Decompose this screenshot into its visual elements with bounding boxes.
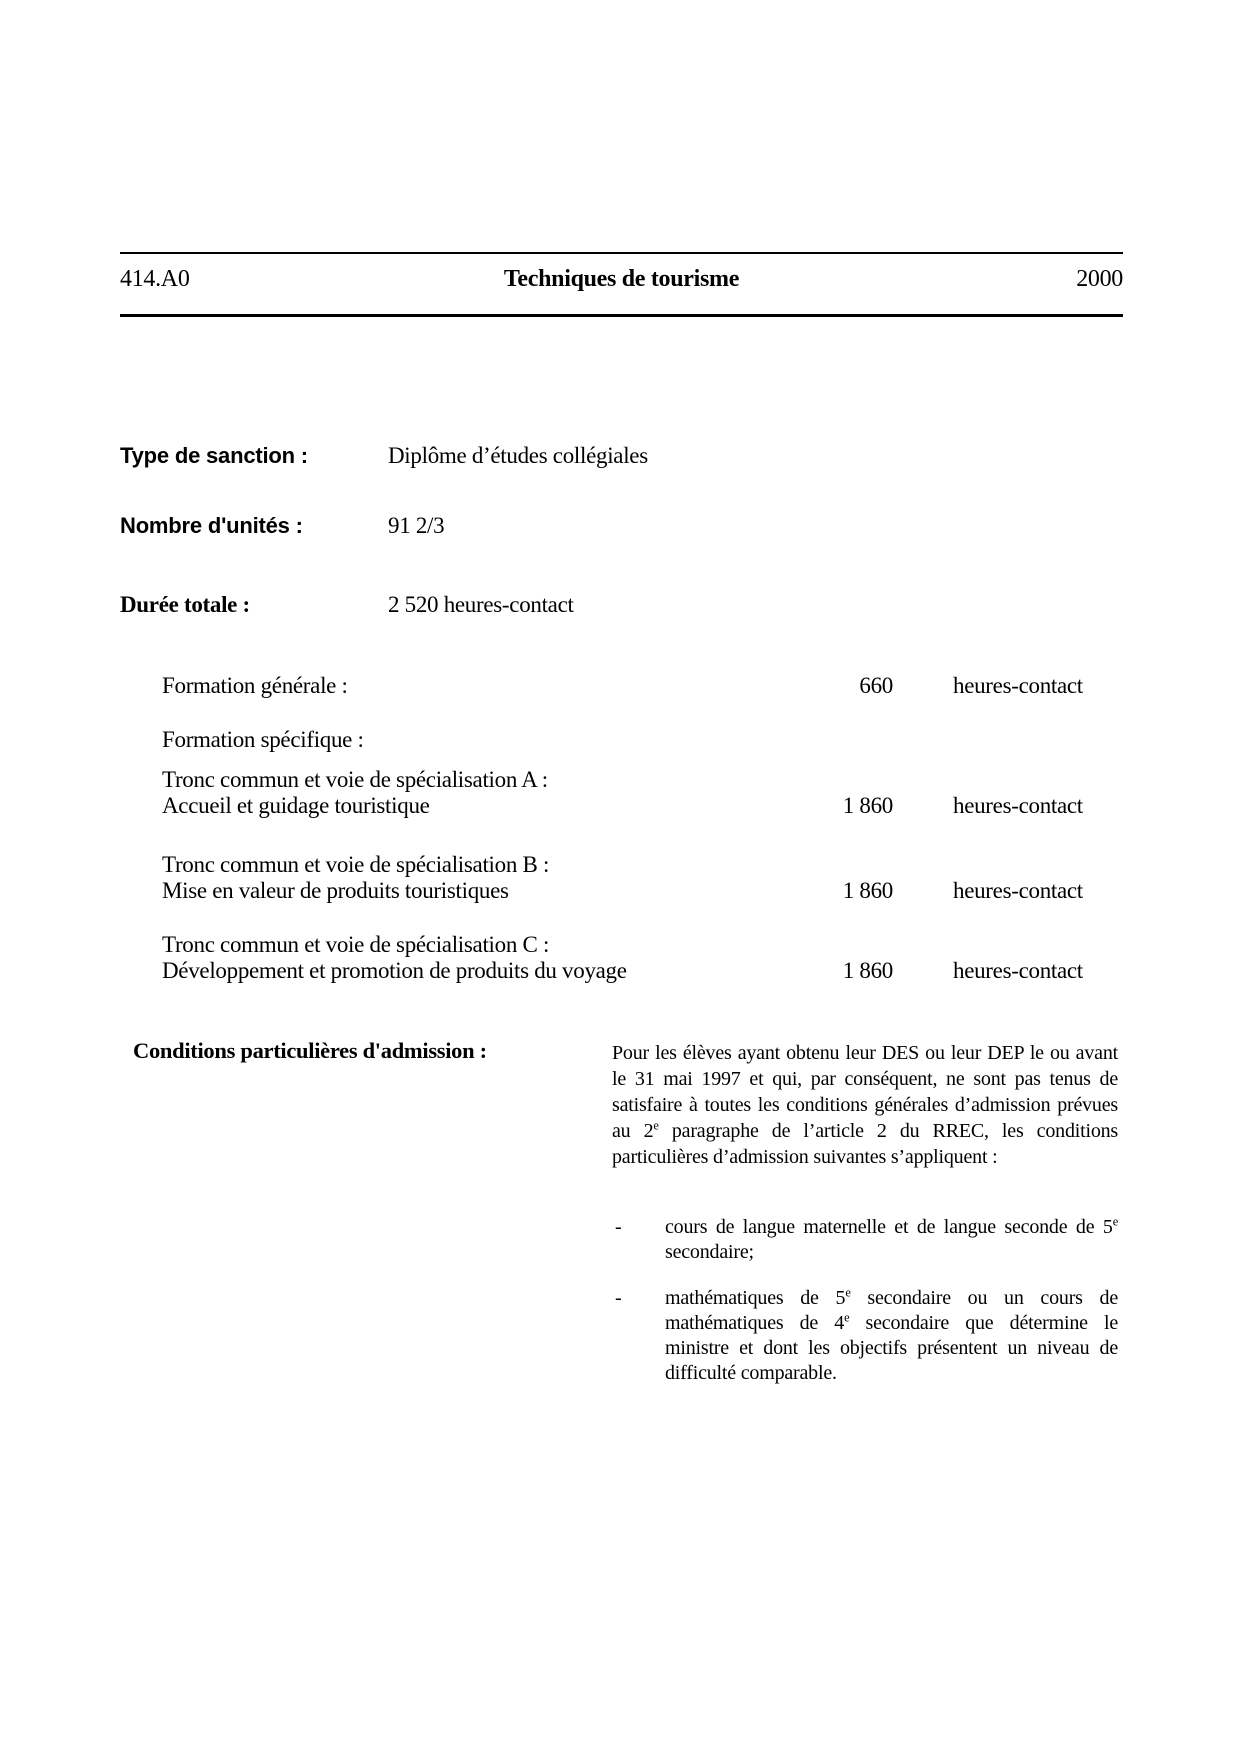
bullet-text-part: cours de langue maternelle et de langue seconde de 5 bbox=[665, 1216, 1113, 1238]
duration-label-line1: Formation spécifique : bbox=[162, 727, 364, 752]
ordinal-superscript: e bbox=[1112, 1214, 1118, 1229]
bullet-text bbox=[665, 1286, 1118, 1386]
duration-hours: 1 860 bbox=[842, 878, 893, 903]
header-bottom-rule bbox=[120, 314, 1123, 317]
duration-label bbox=[162, 767, 548, 819]
ordinal-superscript: e bbox=[845, 1285, 851, 1300]
duration-unit: heures-contact bbox=[953, 958, 1083, 983]
bullet-text-part: secondaire; bbox=[665, 1241, 754, 1263]
page-title: Techniques de tourisme bbox=[503, 266, 740, 292]
admission-bullet-1 bbox=[615, 1215, 1120, 1265]
field-label: Durée totale : bbox=[120, 592, 250, 617]
duration-label-line1: Formation générale : bbox=[162, 673, 348, 698]
duration-label-line2: Mise en valeur de produits touristiques bbox=[162, 878, 509, 903]
duration-label-line1: Tronc commun et voie de spécialisation A : bbox=[162, 767, 548, 792]
field-value: 2 520 heures-contact bbox=[388, 592, 574, 617]
ordinal-superscript: e bbox=[844, 1310, 850, 1325]
duration-label bbox=[162, 727, 364, 753]
duration-unit: heures-contact bbox=[953, 793, 1083, 818]
duration-label bbox=[162, 932, 627, 984]
duration-unit: heures-contact bbox=[953, 673, 1083, 698]
bullet-dash: - bbox=[615, 1287, 622, 1309]
header-year: 2000 bbox=[1076, 266, 1123, 292]
admission-paragraph-text: Pour les élèves ayant obtenu leur DES ou leur DEP le ou avant le 31 mai 1997 et qui, par conséquent, ne sont pas tenus de satisfaire à toutes les conditions générales d’admission prévues au 2 bbox=[612, 1042, 1118, 1142]
admission-bullet-2 bbox=[615, 1286, 1120, 1386]
duration-label-line1: Tronc commun et voie de spécialisation B : bbox=[162, 852, 550, 877]
bullet-text bbox=[665, 1215, 1118, 1265]
duration-hours: 1 860 bbox=[842, 793, 893, 818]
ordinal-superscript: e bbox=[653, 1118, 659, 1133]
field-value: 91 2/3 bbox=[388, 513, 445, 538]
bullet-text-part: secondaire que détermine le ministre et dont les objectifs présentent un niveau de difficulté comparable. bbox=[665, 1312, 1118, 1384]
duration-label bbox=[162, 852, 549, 904]
field-label: Type de sanction : bbox=[120, 443, 308, 468]
duration-unit: heures-contact bbox=[953, 878, 1083, 903]
duration-hours: 1 860 bbox=[842, 958, 893, 983]
duration-label-line1: Tronc commun et voie de spécialisation C : bbox=[162, 932, 550, 957]
admission-paragraph-text: paragraphe de l’article 2 du RREC, les conditions particulières d’admission suivantes s’appliquent : bbox=[612, 1120, 1118, 1168]
bullet-text-part: secondaire ou un cours de mathématiques de 4 bbox=[665, 1287, 1118, 1334]
field-label: Nombre d'unités : bbox=[120, 513, 303, 538]
program-code: 414.A0 bbox=[120, 266, 190, 292]
admission-heading: Conditions particulières d'admission : bbox=[133, 1038, 487, 1063]
duration-label bbox=[162, 673, 348, 699]
duration-label-line2: Développement et promotion de produits du voyage bbox=[162, 958, 627, 983]
header-top-rule bbox=[120, 252, 1123, 254]
bullet-dash: - bbox=[615, 1216, 622, 1238]
admission-paragraph bbox=[612, 1040, 1118, 1170]
header bbox=[120, 266, 1123, 296]
duration-hours: 660 bbox=[859, 673, 893, 698]
field-value: Diplôme d’études collégiales bbox=[388, 443, 648, 468]
duration-label-line2: Accueil et guidage touristique bbox=[162, 793, 430, 818]
bullet-text-part: mathématiques de 5 bbox=[665, 1287, 846, 1309]
